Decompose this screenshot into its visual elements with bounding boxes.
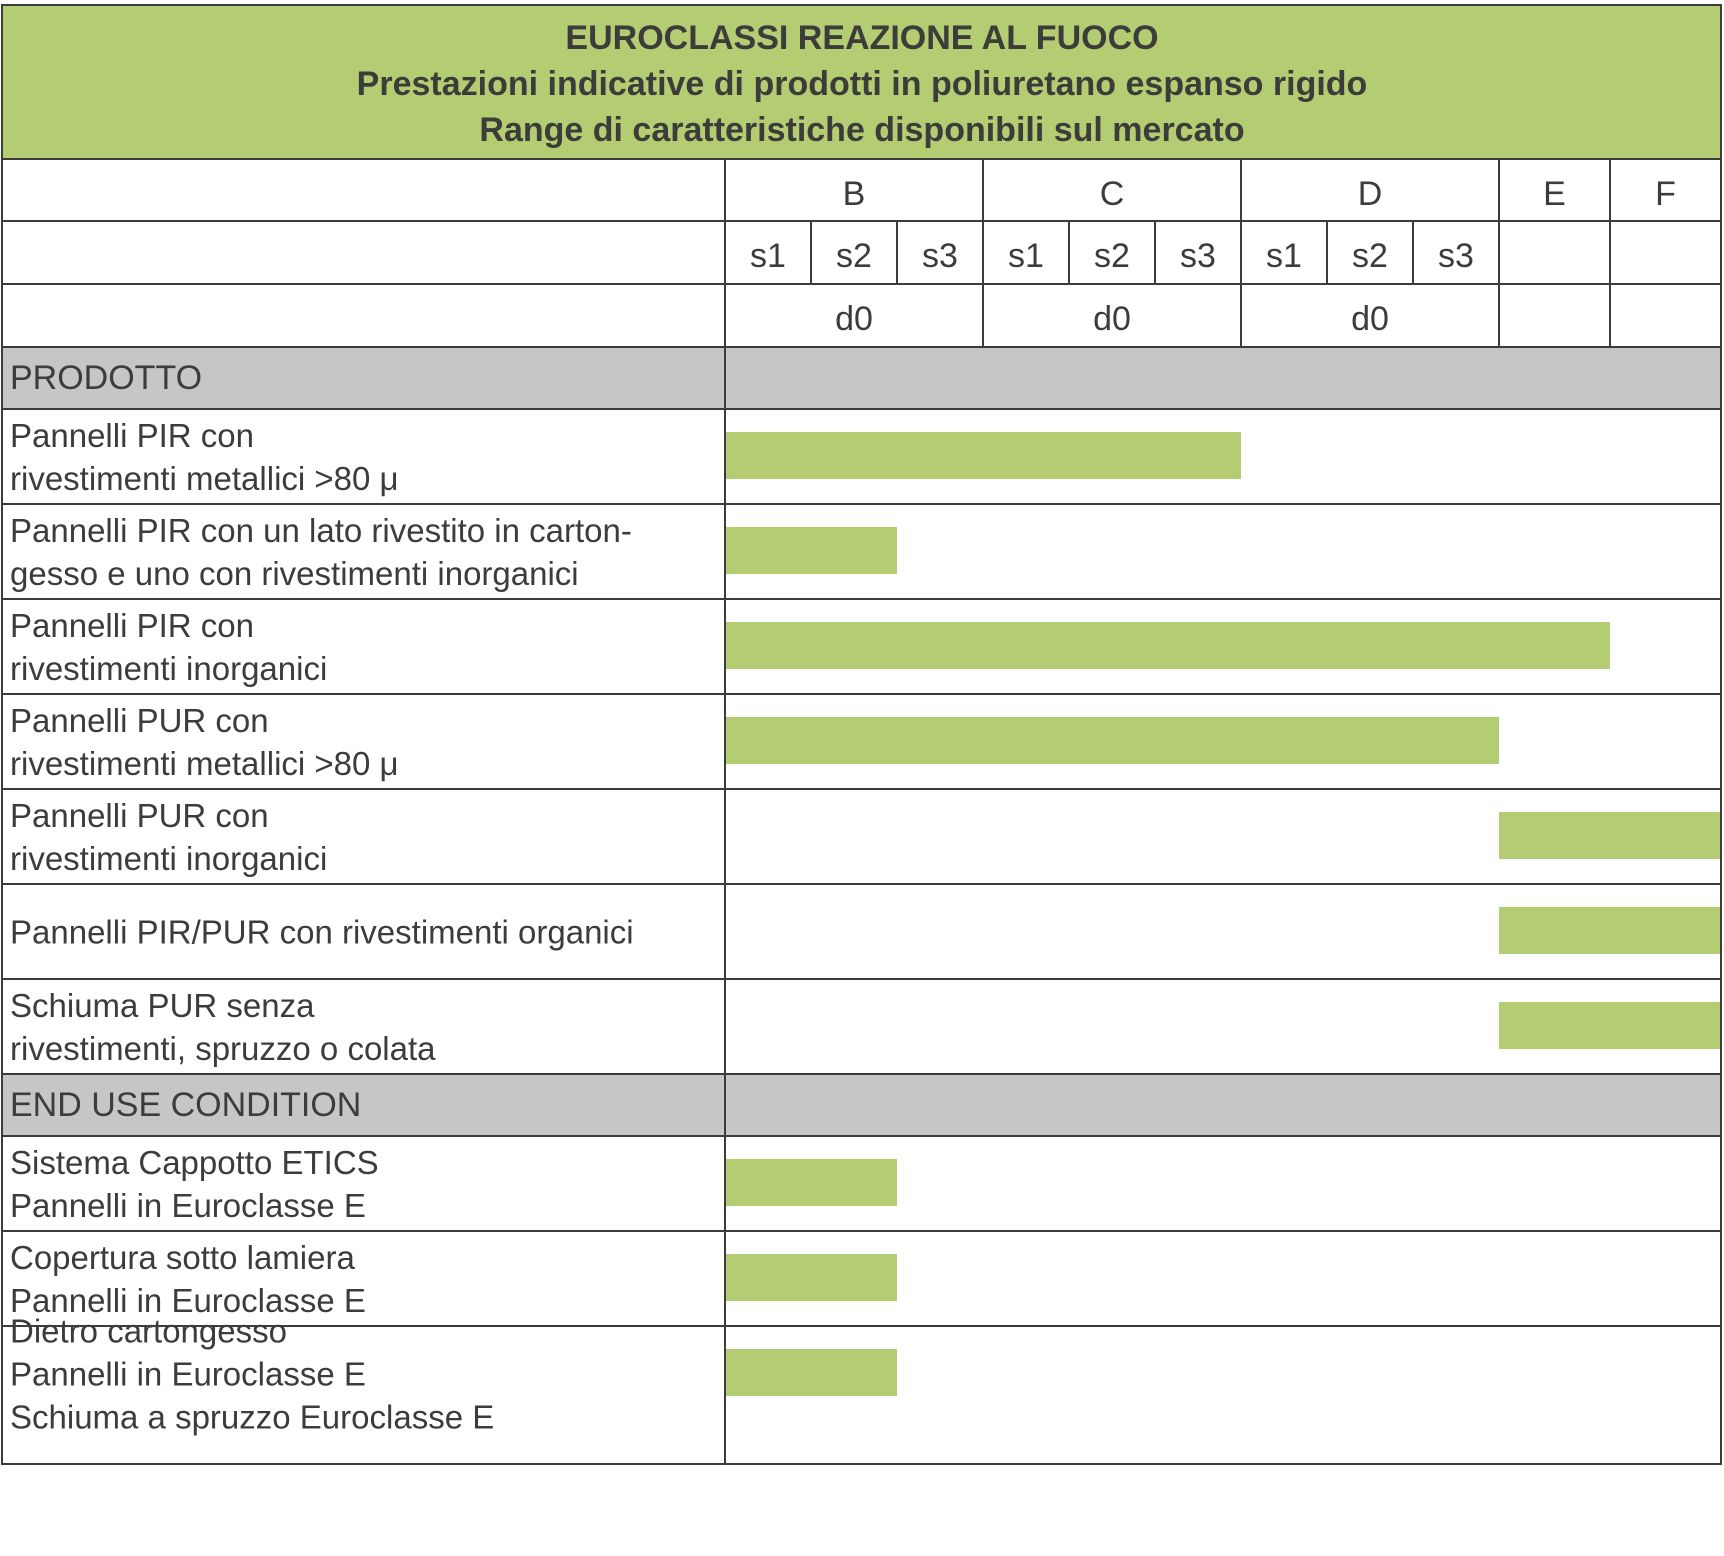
row-label: Pannelli in Euroclasse E (10, 1355, 366, 1393)
range-bar (725, 1349, 897, 1396)
range-bar (725, 717, 1499, 764)
title-line: EUROCLASSI REAZIONE AL FUOCO (565, 19, 1159, 57)
class-header: D (1357, 175, 1383, 213)
row-label: gesso e uno con rivestimenti inorganici (10, 555, 579, 592)
section-title: END USE CONDITION (10, 1086, 362, 1124)
row-label: Pannelli in Euroclasse E (10, 1282, 366, 1319)
droplets-header: d0 (1351, 300, 1389, 338)
row-label: Pannelli PUR con (10, 702, 269, 739)
section-band (2, 347, 1721, 409)
section-title: PRODOTTO (10, 359, 203, 397)
droplets-header: d0 (1093, 300, 1131, 338)
row-label: Sistema Cappotto ETICS (10, 1144, 379, 1181)
row-label: Schiuma a spruzzo Euroclasse E (10, 1398, 495, 1436)
range-bar (725, 527, 897, 574)
smoke-header: s2 (1094, 237, 1130, 275)
row-label: rivestimenti, spruzzo o colata (10, 1030, 436, 1067)
range-bar (1499, 1002, 1721, 1049)
row-label: Pannelli PIR con (10, 417, 254, 454)
smoke-header: s3 (1180, 237, 1216, 275)
row-label: Copertura sotto lamiera (10, 1239, 355, 1276)
range-bar (725, 1159, 897, 1206)
row-label: rivestimenti inorganici (10, 650, 328, 687)
smoke-header: s1 (750, 237, 786, 275)
droplets-header: d0 (835, 300, 873, 338)
title-line: Prestazioni indicative di prodotti in poliuretano espanso rigido (356, 65, 1368, 103)
smoke-header: s2 (836, 237, 872, 275)
row-label: Schiuma PUR senza (10, 987, 315, 1024)
class-header: B (842, 175, 866, 213)
smoke-header: s1 (1008, 237, 1044, 275)
range-bar (1499, 812, 1721, 859)
smoke-header: s2 (1352, 237, 1388, 275)
row-label: Pannelli PUR con (10, 797, 269, 834)
row-label: rivestimenti inorganici (10, 840, 328, 877)
row-label: Pannelli PIR con un lato rivestito in carton- (10, 512, 632, 549)
class-header: F (1655, 175, 1676, 213)
class-header: C (1099, 175, 1125, 213)
smoke-header: s1 (1266, 237, 1302, 275)
title-line: Range di caratteristiche disponibili sul mercato (479, 111, 1245, 149)
row-label: Pannelli PIR con (10, 607, 254, 644)
range-bar (725, 432, 1241, 479)
range-bar (1499, 907, 1721, 954)
smoke-header: s3 (1438, 237, 1474, 275)
row-label: Dietro cartongesso (10, 1312, 287, 1350)
class-header: E (1543, 175, 1566, 213)
row-label: Pannelli in Euroclasse E (10, 1187, 366, 1224)
range-bar (725, 622, 1610, 669)
row-label: rivestimenti metallici >80 μ (10, 745, 399, 782)
range-bar (725, 1254, 897, 1301)
row-label: rivestimenti metallici >80 μ (10, 460, 399, 497)
smoke-header: s3 (922, 237, 958, 275)
row-label: Pannelli PIR/PUR con rivestimenti organici (10, 913, 634, 951)
